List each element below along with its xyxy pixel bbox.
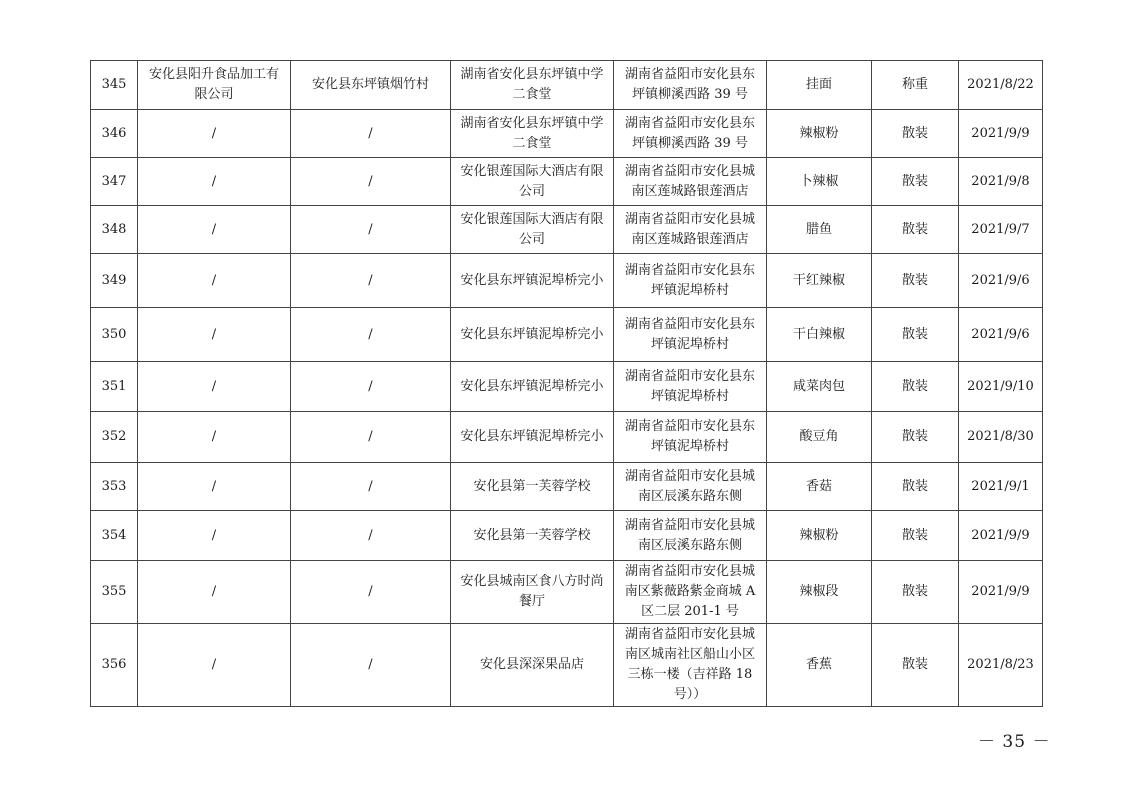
sampled-unit-name-cell: 安化县城南区食八方时尚餐厅	[451, 561, 614, 624]
food-name-cell: 腊鱼	[767, 206, 872, 254]
production-date-cell: 2021/9/6	[959, 254, 1043, 308]
sampled-unit-address-cell: 湖南省益阳市安化县东坪镇泥埠桥村	[614, 362, 767, 412]
specification-cell: 散装	[872, 624, 959, 707]
row-number-cell: 356	[91, 624, 138, 707]
producer-name-cell: /	[138, 561, 291, 624]
producer-name-cell: /	[138, 624, 291, 707]
row-number-cell: 353	[91, 463, 138, 511]
production-date-cell: 2021/9/7	[959, 206, 1043, 254]
sampled-unit-name-cell: 安化县东坪镇泥埠桥完小	[451, 254, 614, 308]
food-name-cell: 香菇	[767, 463, 872, 511]
production-date-cell: 2021/9/9	[959, 511, 1043, 561]
specification-cell: 散装	[872, 511, 959, 561]
specification-cell: 散装	[872, 308, 959, 362]
specification-cell: 散装	[872, 463, 959, 511]
row-number-cell: 346	[91, 110, 138, 158]
production-date-cell: 2021/9/8	[959, 158, 1043, 206]
row-number-cell: 350	[91, 308, 138, 362]
specification-cell: 称重	[872, 61, 959, 110]
table-row	[91, 110, 1043, 158]
production-date-cell: 2021/9/10	[959, 362, 1043, 412]
sampled-unit-address-cell: 湖南省益阳市安化县东坪镇泥埠桥村	[614, 308, 767, 362]
row-number-cell: 348	[91, 206, 138, 254]
producer-address-cell: /	[291, 561, 451, 624]
sampled-unit-address-cell: 湖南省益阳市安化县城南区紫薇路紫金商城 A 区二层 201-1 号	[614, 561, 767, 624]
producer-name-cell: /	[138, 206, 291, 254]
food-name-cell: 辣椒段	[767, 561, 872, 624]
producer-name-cell: 安化县阳升食品加工有限公司	[138, 61, 291, 110]
table-row	[91, 158, 1043, 206]
producer-address-cell: /	[291, 206, 451, 254]
sampling-results-table	[90, 60, 1043, 707]
producer-address-cell: /	[291, 412, 451, 463]
sampled-unit-address-cell: 湖南省益阳市安化县东坪镇柳溪西路 39 号	[614, 110, 767, 158]
food-name-cell: 干白辣椒	[767, 308, 872, 362]
food-name-cell: 香蕉	[767, 624, 872, 707]
food-name-cell: 酸豆角	[767, 412, 872, 463]
producer-name-cell: /	[138, 110, 291, 158]
table-row	[91, 624, 1043, 707]
sampled-unit-name-cell: 安化县东坪镇泥埠桥完小	[451, 308, 614, 362]
producer-name-cell: /	[138, 511, 291, 561]
producer-address-cell: /	[291, 308, 451, 362]
sampled-unit-name-cell: 安化县深深果品店	[451, 624, 614, 707]
food-name-cell: 辣椒粉	[767, 511, 872, 561]
row-number-cell: 345	[91, 61, 138, 110]
sampled-unit-address-cell: 湖南省益阳市安化县城南区城南社区船山小区三栋一楼（吉祥路 18 号））	[614, 624, 767, 707]
producer-address-cell: /	[291, 254, 451, 308]
producer-name-cell: /	[138, 308, 291, 362]
production-date-cell: 2021/9/6	[959, 308, 1043, 362]
sampled-unit-name-cell: 湖南省安化县东坪镇中学二食堂	[451, 61, 614, 110]
sampled-unit-address-cell: 湖南省益阳市安化县城南区莲城路银莲酒店	[614, 206, 767, 254]
sampled-unit-address-cell: 湖南省益阳市安化县城南区辰溪东路东侧	[614, 511, 767, 561]
table-row	[91, 412, 1043, 463]
production-date-cell: 2021/8/23	[959, 624, 1043, 707]
table-row	[91, 511, 1043, 561]
producer-name-cell: /	[138, 463, 291, 511]
specification-cell: 散装	[872, 110, 959, 158]
specification-cell: 散装	[872, 362, 959, 412]
table-row	[91, 254, 1043, 308]
specification-cell: 散装	[872, 158, 959, 206]
row-number-cell: 355	[91, 561, 138, 624]
food-name-cell: 挂面	[767, 61, 872, 110]
sampled-unit-name-cell: 湖南省安化县东坪镇中学二食堂	[451, 110, 614, 158]
production-date-cell: 2021/8/22	[959, 61, 1043, 110]
production-date-cell: 2021/9/1	[959, 463, 1043, 511]
producer-name-cell: /	[138, 362, 291, 412]
row-number-cell: 354	[91, 511, 138, 561]
table-row	[91, 61, 1043, 110]
producer-address-cell: /	[291, 158, 451, 206]
sampled-unit-name-cell: 安化银莲国际大酒店有限公司	[451, 206, 614, 254]
sampled-unit-address-cell: 湖南省益阳市安化县城南区莲城路银莲酒店	[614, 158, 767, 206]
producer-name-cell: /	[138, 254, 291, 308]
table-row	[91, 206, 1043, 254]
food-name-cell: 干红辣椒	[767, 254, 872, 308]
producer-address-cell: /	[291, 362, 451, 412]
producer-address-cell: /	[291, 463, 451, 511]
production-date-cell: 2021/8/30	[959, 412, 1043, 463]
page-number: － 35 －	[978, 732, 1051, 752]
sampled-unit-name-cell: 安化县第一芙蓉学校	[451, 511, 614, 561]
specification-cell: 散装	[872, 206, 959, 254]
food-name-cell: 辣椒粉	[767, 110, 872, 158]
specification-cell: 散装	[872, 412, 959, 463]
table-row	[91, 308, 1043, 362]
food-name-cell: 咸菜肉包	[767, 362, 872, 412]
sampled-unit-address-cell: 湖南省益阳市安化县东坪镇柳溪西路 39 号	[614, 61, 767, 110]
producer-name-cell: /	[138, 412, 291, 463]
production-date-cell: 2021/9/9	[959, 110, 1043, 158]
producer-address-cell: /	[291, 624, 451, 707]
producer-address-cell: /	[291, 511, 451, 561]
table-row	[91, 362, 1043, 412]
producer-address-cell: 安化县东坪镇烟竹村	[291, 61, 451, 110]
row-number-cell: 352	[91, 412, 138, 463]
specification-cell: 散装	[872, 254, 959, 308]
sampled-unit-name-cell: 安化县东坪镇泥埠桥完小	[451, 362, 614, 412]
producer-address-cell: /	[291, 110, 451, 158]
producer-name-cell: /	[138, 158, 291, 206]
sampled-unit-address-cell: 湖南省益阳市安化县东坪镇泥埠桥村	[614, 254, 767, 308]
sampled-unit-address-cell: 湖南省益阳市安化县城南区辰溪东路东侧	[614, 463, 767, 511]
row-number-cell: 351	[91, 362, 138, 412]
sampled-unit-name-cell: 安化银莲国际大酒店有限公司	[451, 158, 614, 206]
production-date-cell: 2021/9/9	[959, 561, 1043, 624]
sampled-unit-address-cell: 湖南省益阳市安化县东坪镇泥埠桥村	[614, 412, 767, 463]
row-number-cell: 349	[91, 254, 138, 308]
row-number-cell: 347	[91, 158, 138, 206]
table-row	[91, 561, 1043, 624]
sampled-unit-name-cell: 安化县第一芙蓉学校	[451, 463, 614, 511]
specification-cell: 散装	[872, 561, 959, 624]
food-name-cell: 卜辣椒	[767, 158, 872, 206]
sampled-unit-name-cell: 安化县东坪镇泥埠桥完小	[451, 412, 614, 463]
table-row	[91, 463, 1043, 511]
